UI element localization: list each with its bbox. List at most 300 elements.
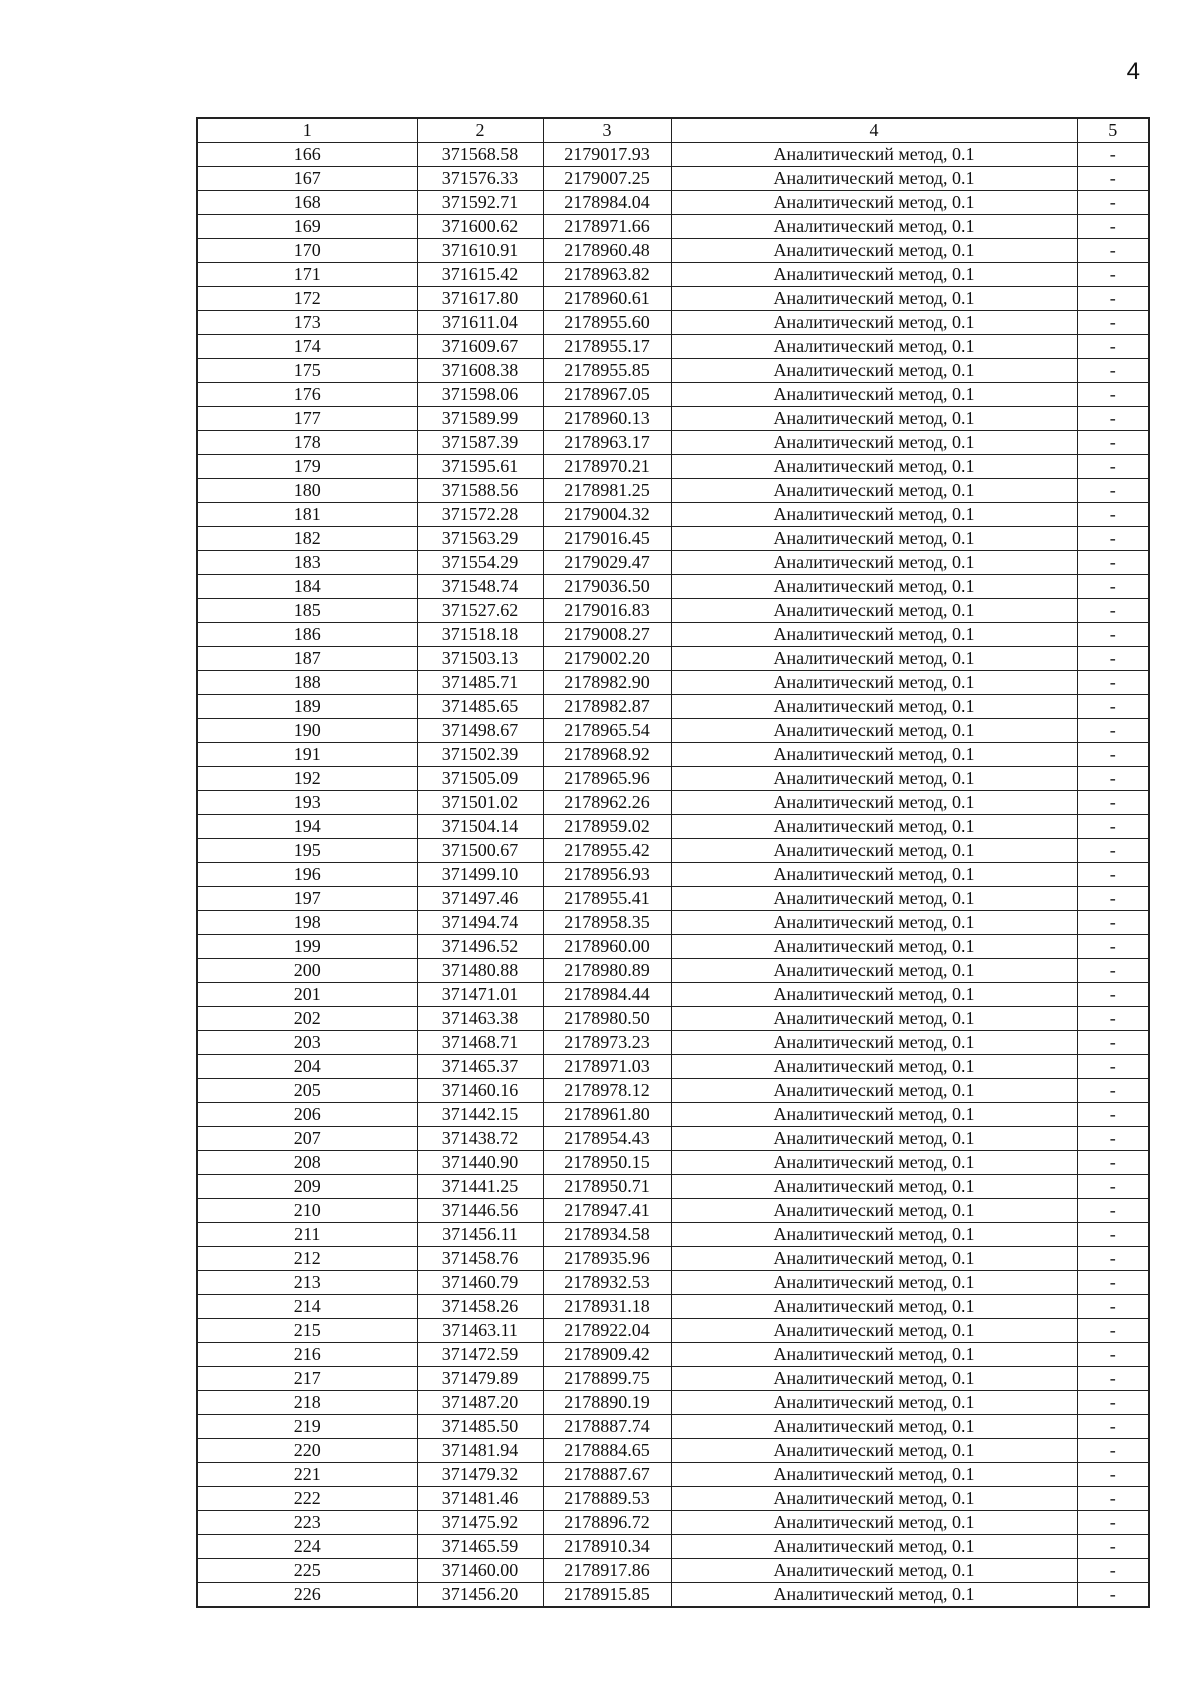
y-coordinate-cell: 2178909.42 <box>543 1343 671 1367</box>
dash-cell: - <box>1077 1415 1149 1439</box>
x-coordinate-cell: 371463.11 <box>417 1319 543 1343</box>
method-cell: Аналитический метод, 0.1 <box>671 383 1077 407</box>
y-coordinate-cell: 2179002.20 <box>543 647 671 671</box>
y-coordinate-cell: 2178980.50 <box>543 1007 671 1031</box>
method-cell: Аналитический метод, 0.1 <box>671 815 1077 839</box>
x-coordinate-cell: 371548.74 <box>417 575 543 599</box>
dash-cell: - <box>1077 863 1149 887</box>
method-cell: Аналитический метод, 0.1 <box>671 1583 1077 1608</box>
table-row <box>197 1151 1149 1175</box>
point-number-cell: 216 <box>197 1343 417 1367</box>
column-header-5: 5 <box>1077 118 1149 143</box>
dash-cell: - <box>1077 239 1149 263</box>
table-row <box>197 1439 1149 1463</box>
column-header-4: 4 <box>671 118 1077 143</box>
point-number-cell: 217 <box>197 1367 417 1391</box>
y-coordinate-cell: 2179016.45 <box>543 527 671 551</box>
y-coordinate-cell: 2178917.86 <box>543 1559 671 1583</box>
dash-cell: - <box>1077 743 1149 767</box>
point-number-cell: 179 <box>197 455 417 479</box>
x-coordinate-cell: 371576.33 <box>417 167 543 191</box>
point-number-cell: 174 <box>197 335 417 359</box>
point-number-cell: 221 <box>197 1463 417 1487</box>
table-row <box>197 791 1149 815</box>
x-coordinate-cell: 371611.04 <box>417 311 543 335</box>
x-coordinate-cell: 371615.42 <box>417 263 543 287</box>
point-number-cell: 168 <box>197 191 417 215</box>
method-cell: Аналитический метод, 0.1 <box>671 695 1077 719</box>
method-cell: Аналитический метод, 0.1 <box>671 719 1077 743</box>
x-coordinate-cell: 371485.65 <box>417 695 543 719</box>
point-number-cell: 181 <box>197 503 417 527</box>
dash-cell: - <box>1077 263 1149 287</box>
table-row <box>197 335 1149 359</box>
column-header-3: 3 <box>543 118 671 143</box>
dash-cell: - <box>1077 167 1149 191</box>
point-number-cell: 220 <box>197 1439 417 1463</box>
dash-cell: - <box>1077 215 1149 239</box>
point-number-cell: 169 <box>197 215 417 239</box>
y-coordinate-cell: 2179029.47 <box>543 551 671 575</box>
y-coordinate-cell: 2178889.53 <box>543 1487 671 1511</box>
table-row <box>197 455 1149 479</box>
y-coordinate-cell: 2178960.61 <box>543 287 671 311</box>
dash-cell: - <box>1077 527 1149 551</box>
dash-cell: - <box>1077 311 1149 335</box>
y-coordinate-cell: 2179008.27 <box>543 623 671 647</box>
y-coordinate-cell: 2179016.83 <box>543 599 671 623</box>
x-coordinate-cell: 371589.99 <box>417 407 543 431</box>
dash-cell: - <box>1077 1199 1149 1223</box>
method-cell: Аналитический метод, 0.1 <box>671 1463 1077 1487</box>
x-coordinate-cell: 371458.26 <box>417 1295 543 1319</box>
table-row <box>197 1487 1149 1511</box>
point-number-cell: 172 <box>197 287 417 311</box>
x-coordinate-cell: 371592.71 <box>417 191 543 215</box>
table-row <box>197 647 1149 671</box>
point-number-cell: 206 <box>197 1103 417 1127</box>
point-number-cell: 170 <box>197 239 417 263</box>
x-coordinate-cell: 371608.38 <box>417 359 543 383</box>
dash-cell: - <box>1077 551 1149 575</box>
table-row <box>197 1415 1149 1439</box>
point-number-cell: 215 <box>197 1319 417 1343</box>
dash-cell: - <box>1077 1343 1149 1367</box>
dash-cell: - <box>1077 1151 1149 1175</box>
method-cell: Аналитический метод, 0.1 <box>671 359 1077 383</box>
y-coordinate-cell: 2178956.93 <box>543 863 671 887</box>
x-coordinate-cell: 371600.62 <box>417 215 543 239</box>
point-number-cell: 190 <box>197 719 417 743</box>
method-cell: Аналитический метод, 0.1 <box>671 575 1077 599</box>
y-coordinate-cell: 2178947.41 <box>543 1199 671 1223</box>
x-coordinate-cell: 371460.16 <box>417 1079 543 1103</box>
dash-cell: - <box>1077 695 1149 719</box>
y-coordinate-cell: 2179036.50 <box>543 575 671 599</box>
dash-cell: - <box>1077 575 1149 599</box>
x-coordinate-cell: 371442.15 <box>417 1103 543 1127</box>
dash-cell: - <box>1077 599 1149 623</box>
y-coordinate-cell: 2179004.32 <box>543 503 671 527</box>
method-cell: Аналитический метод, 0.1 <box>671 1487 1077 1511</box>
x-coordinate-cell: 371572.28 <box>417 503 543 527</box>
dash-cell: - <box>1077 1487 1149 1511</box>
point-number-cell: 225 <box>197 1559 417 1583</box>
method-cell: Аналитический метод, 0.1 <box>671 1295 1077 1319</box>
point-number-cell: 173 <box>197 311 417 335</box>
x-coordinate-cell: 371479.32 <box>417 1463 543 1487</box>
x-coordinate-cell: 371440.90 <box>417 1151 543 1175</box>
dash-cell: - <box>1077 767 1149 791</box>
dash-cell: - <box>1077 1367 1149 1391</box>
x-coordinate-cell: 371441.25 <box>417 1175 543 1199</box>
x-coordinate-cell: 371468.71 <box>417 1031 543 1055</box>
method-cell: Аналитический метод, 0.1 <box>671 407 1077 431</box>
point-number-cell: 195 <box>197 839 417 863</box>
table-row <box>197 239 1149 263</box>
x-coordinate-cell: 371471.01 <box>417 983 543 1007</box>
table-row <box>197 623 1149 647</box>
point-number-cell: 193 <box>197 791 417 815</box>
table-row <box>197 911 1149 935</box>
y-coordinate-cell: 2178970.21 <box>543 455 671 479</box>
dash-cell: - <box>1077 1583 1149 1608</box>
x-coordinate-cell: 371465.37 <box>417 1055 543 1079</box>
table-row <box>197 1199 1149 1223</box>
method-cell: Аналитический метод, 0.1 <box>671 1127 1077 1151</box>
y-coordinate-cell: 2178965.96 <box>543 767 671 791</box>
method-cell: Аналитический метод, 0.1 <box>671 599 1077 623</box>
point-number-cell: 202 <box>197 1007 417 1031</box>
point-number-cell: 223 <box>197 1511 417 1535</box>
table-row <box>197 1559 1149 1583</box>
table-row <box>197 1271 1149 1295</box>
dash-cell: - <box>1077 143 1149 167</box>
method-cell: Аналитический метод, 0.1 <box>671 311 1077 335</box>
method-cell: Аналитический метод, 0.1 <box>671 1559 1077 1583</box>
x-coordinate-cell: 371504.14 <box>417 815 543 839</box>
dash-cell: - <box>1077 1271 1149 1295</box>
point-number-cell: 197 <box>197 887 417 911</box>
x-coordinate-cell: 371568.58 <box>417 143 543 167</box>
dash-cell: - <box>1077 383 1149 407</box>
point-number-cell: 200 <box>197 959 417 983</box>
dash-cell: - <box>1077 911 1149 935</box>
table-row <box>197 359 1149 383</box>
point-number-cell: 192 <box>197 767 417 791</box>
dash-cell: - <box>1077 1511 1149 1535</box>
dash-cell: - <box>1077 719 1149 743</box>
table-row <box>197 863 1149 887</box>
x-coordinate-cell: 371487.20 <box>417 1391 543 1415</box>
table-row <box>197 1583 1149 1608</box>
method-cell: Аналитический метод, 0.1 <box>671 1247 1077 1271</box>
dash-cell: - <box>1077 1127 1149 1151</box>
y-coordinate-cell: 2178980.89 <box>543 959 671 983</box>
method-cell: Аналитический метод, 0.1 <box>671 647 1077 671</box>
table-row <box>197 191 1149 215</box>
point-number-cell: 214 <box>197 1295 417 1319</box>
y-coordinate-cell: 2178884.65 <box>543 1439 671 1463</box>
x-coordinate-cell: 371456.20 <box>417 1583 543 1608</box>
method-cell: Аналитический метод, 0.1 <box>671 1175 1077 1199</box>
dash-cell: - <box>1077 1535 1149 1559</box>
point-number-cell: 166 <box>197 143 417 167</box>
table-row <box>197 167 1149 191</box>
y-coordinate-cell: 2178981.25 <box>543 479 671 503</box>
table-row <box>197 767 1149 791</box>
method-cell: Аналитический метод, 0.1 <box>671 1031 1077 1055</box>
y-coordinate-cell: 2178960.13 <box>543 407 671 431</box>
table-row <box>197 503 1149 527</box>
x-coordinate-cell: 371481.46 <box>417 1487 543 1511</box>
table-row <box>197 551 1149 575</box>
method-cell: Аналитический метод, 0.1 <box>671 1343 1077 1367</box>
point-number-cell: 212 <box>197 1247 417 1271</box>
column-header-1: 1 <box>197 118 417 143</box>
y-coordinate-cell: 2179007.25 <box>543 167 671 191</box>
table-row <box>197 983 1149 1007</box>
method-cell: Аналитический метод, 0.1 <box>671 1439 1077 1463</box>
y-coordinate-cell: 2178982.87 <box>543 695 671 719</box>
x-coordinate-cell: 371503.13 <box>417 647 543 671</box>
x-coordinate-cell: 371563.29 <box>417 527 543 551</box>
point-number-cell: 211 <box>197 1223 417 1247</box>
y-coordinate-cell: 2178931.18 <box>543 1295 671 1319</box>
x-coordinate-cell: 371475.92 <box>417 1511 543 1535</box>
method-cell: Аналитический метод, 0.1 <box>671 143 1077 167</box>
method-cell: Аналитический метод, 0.1 <box>671 1391 1077 1415</box>
method-cell: Аналитический метод, 0.1 <box>671 887 1077 911</box>
dash-cell: - <box>1077 479 1149 503</box>
method-cell: Аналитический метод, 0.1 <box>671 911 1077 935</box>
method-cell: Аналитический метод, 0.1 <box>671 671 1077 695</box>
dash-cell: - <box>1077 1319 1149 1343</box>
x-coordinate-cell: 371485.71 <box>417 671 543 695</box>
table-row <box>197 1391 1149 1415</box>
table-row <box>197 935 1149 959</box>
dash-cell: - <box>1077 359 1149 383</box>
table-row <box>197 383 1149 407</box>
dash-cell: - <box>1077 503 1149 527</box>
point-number-cell: 222 <box>197 1487 417 1511</box>
x-coordinate-cell: 371502.39 <box>417 743 543 767</box>
table-row <box>197 527 1149 551</box>
point-number-cell: 201 <box>197 983 417 1007</box>
x-coordinate-cell: 371479.89 <box>417 1367 543 1391</box>
method-cell: Аналитический метод, 0.1 <box>671 551 1077 575</box>
x-coordinate-cell: 371480.88 <box>417 959 543 983</box>
y-coordinate-cell: 2178967.05 <box>543 383 671 407</box>
x-coordinate-cell: 371598.06 <box>417 383 543 407</box>
point-number-cell: 194 <box>197 815 417 839</box>
dash-cell: - <box>1077 1247 1149 1271</box>
y-coordinate-cell: 2178958.35 <box>543 911 671 935</box>
y-coordinate-cell: 2178955.60 <box>543 311 671 335</box>
table-row <box>197 839 1149 863</box>
dash-cell: - <box>1077 1559 1149 1583</box>
table-row <box>197 1055 1149 1079</box>
y-coordinate-cell: 2178922.04 <box>543 1319 671 1343</box>
method-cell: Аналитический метод, 0.1 <box>671 167 1077 191</box>
table-row <box>197 215 1149 239</box>
x-coordinate-cell: 371617.80 <box>417 287 543 311</box>
y-coordinate-cell: 2178935.96 <box>543 1247 671 1271</box>
method-cell: Аналитический метод, 0.1 <box>671 839 1077 863</box>
point-number-cell: 204 <box>197 1055 417 1079</box>
dash-cell: - <box>1077 671 1149 695</box>
dash-cell: - <box>1077 935 1149 959</box>
x-coordinate-cell: 371465.59 <box>417 1535 543 1559</box>
method-cell: Аналитический метод, 0.1 <box>671 1271 1077 1295</box>
table-row <box>197 1295 1149 1319</box>
method-cell: Аналитический метод, 0.1 <box>671 455 1077 479</box>
point-number-cell: 189 <box>197 695 417 719</box>
table-row <box>197 1175 1149 1199</box>
y-coordinate-cell: 2178955.17 <box>543 335 671 359</box>
table-row <box>197 743 1149 767</box>
method-cell: Аналитический метод, 0.1 <box>671 1535 1077 1559</box>
method-cell: Аналитический метод, 0.1 <box>671 1103 1077 1127</box>
y-coordinate-cell: 2178961.80 <box>543 1103 671 1127</box>
y-coordinate-cell: 2178968.92 <box>543 743 671 767</box>
point-number-cell: 218 <box>197 1391 417 1415</box>
point-number-cell: 224 <box>197 1535 417 1559</box>
y-coordinate-cell: 2178899.75 <box>543 1367 671 1391</box>
table-row <box>197 1031 1149 1055</box>
table-row <box>197 719 1149 743</box>
x-coordinate-cell: 371472.59 <box>417 1343 543 1367</box>
method-cell: Аналитический метод, 0.1 <box>671 1199 1077 1223</box>
x-coordinate-cell: 371609.67 <box>417 335 543 359</box>
point-number-cell: 196 <box>197 863 417 887</box>
dash-cell: - <box>1077 791 1149 815</box>
point-number-cell: 184 <box>197 575 417 599</box>
y-coordinate-cell: 2178971.66 <box>543 215 671 239</box>
method-cell: Аналитический метод, 0.1 <box>671 743 1077 767</box>
column-header-2: 2 <box>417 118 543 143</box>
table-row <box>197 1343 1149 1367</box>
x-coordinate-cell: 371499.10 <box>417 863 543 887</box>
dash-cell: - <box>1077 959 1149 983</box>
dash-cell: - <box>1077 1463 1149 1487</box>
table-row <box>197 1103 1149 1127</box>
point-number-cell: 177 <box>197 407 417 431</box>
table-body <box>197 143 1149 1608</box>
table-row <box>197 1463 1149 1487</box>
point-number-cell: 180 <box>197 479 417 503</box>
dash-cell: - <box>1077 1103 1149 1127</box>
x-coordinate-cell: 371498.67 <box>417 719 543 743</box>
x-coordinate-cell: 371456.11 <box>417 1223 543 1247</box>
table-row <box>197 287 1149 311</box>
y-coordinate-cell: 2178965.54 <box>543 719 671 743</box>
method-cell: Аналитический метод, 0.1 <box>671 959 1077 983</box>
point-number-cell: 167 <box>197 167 417 191</box>
table-row <box>197 695 1149 719</box>
table-row <box>197 263 1149 287</box>
x-coordinate-cell: 371497.46 <box>417 887 543 911</box>
point-number-cell: 209 <box>197 1175 417 1199</box>
table-row <box>197 1223 1149 1247</box>
dash-cell: - <box>1077 1223 1149 1247</box>
dash-cell: - <box>1077 815 1149 839</box>
y-coordinate-cell: 2178934.58 <box>543 1223 671 1247</box>
method-cell: Аналитический метод, 0.1 <box>671 287 1077 311</box>
point-number-cell: 219 <box>197 1415 417 1439</box>
x-coordinate-cell: 371446.56 <box>417 1199 543 1223</box>
method-cell: Аналитический метод, 0.1 <box>671 503 1077 527</box>
x-coordinate-cell: 371485.50 <box>417 1415 543 1439</box>
y-coordinate-cell: 2178963.17 <box>543 431 671 455</box>
dash-cell: - <box>1077 407 1149 431</box>
method-cell: Аналитический метод, 0.1 <box>671 1415 1077 1439</box>
dash-cell: - <box>1077 1391 1149 1415</box>
dash-cell: - <box>1077 1175 1149 1199</box>
point-number-cell: 203 <box>197 1031 417 1055</box>
table-row <box>197 599 1149 623</box>
method-cell: Аналитический метод, 0.1 <box>671 1319 1077 1343</box>
dash-cell: - <box>1077 1055 1149 1079</box>
point-number-cell: 186 <box>197 623 417 647</box>
method-cell: Аналитический метод, 0.1 <box>671 1511 1077 1535</box>
y-coordinate-cell: 2178915.85 <box>543 1583 671 1608</box>
table-row <box>197 1535 1149 1559</box>
y-coordinate-cell: 2178896.72 <box>543 1511 671 1535</box>
point-number-cell: 210 <box>197 1199 417 1223</box>
x-coordinate-cell: 371481.94 <box>417 1439 543 1463</box>
point-number-cell: 185 <box>197 599 417 623</box>
method-cell: Аналитический метод, 0.1 <box>671 983 1077 1007</box>
y-coordinate-cell: 2178973.23 <box>543 1031 671 1055</box>
table-row <box>197 887 1149 911</box>
method-cell: Аналитический метод, 0.1 <box>671 1055 1077 1079</box>
table-row <box>197 959 1149 983</box>
method-cell: Аналитический метод, 0.1 <box>671 623 1077 647</box>
method-cell: Аналитический метод, 0.1 <box>671 335 1077 359</box>
x-coordinate-cell: 371463.38 <box>417 1007 543 1031</box>
y-coordinate-cell: 2178984.44 <box>543 983 671 1007</box>
y-coordinate-cell: 2178932.53 <box>543 1271 671 1295</box>
dash-cell: - <box>1077 839 1149 863</box>
x-coordinate-cell: 371505.09 <box>417 767 543 791</box>
x-coordinate-cell: 371610.91 <box>417 239 543 263</box>
table-row <box>197 311 1149 335</box>
dash-cell: - <box>1077 647 1149 671</box>
x-coordinate-cell: 371500.67 <box>417 839 543 863</box>
x-coordinate-cell: 371501.02 <box>417 791 543 815</box>
dash-cell: - <box>1077 1439 1149 1463</box>
table-row <box>197 431 1149 455</box>
y-coordinate-cell: 2178982.90 <box>543 671 671 695</box>
method-cell: Аналитический метод, 0.1 <box>671 1079 1077 1103</box>
y-coordinate-cell: 2178963.82 <box>543 263 671 287</box>
y-coordinate-cell: 2178887.74 <box>543 1415 671 1439</box>
x-coordinate-cell: 371460.79 <box>417 1271 543 1295</box>
point-number-cell: 182 <box>197 527 417 551</box>
method-cell: Аналитический метод, 0.1 <box>671 1223 1077 1247</box>
table-row <box>197 1367 1149 1391</box>
dash-cell: - <box>1077 335 1149 359</box>
point-number-cell: 176 <box>197 383 417 407</box>
table-row <box>197 1007 1149 1031</box>
x-coordinate-cell: 371595.61 <box>417 455 543 479</box>
point-number-cell: 191 <box>197 743 417 767</box>
x-coordinate-cell: 371518.18 <box>417 623 543 647</box>
method-cell: Аналитический метод, 0.1 <box>671 263 1077 287</box>
x-coordinate-cell: 371438.72 <box>417 1127 543 1151</box>
table-row <box>197 1127 1149 1151</box>
